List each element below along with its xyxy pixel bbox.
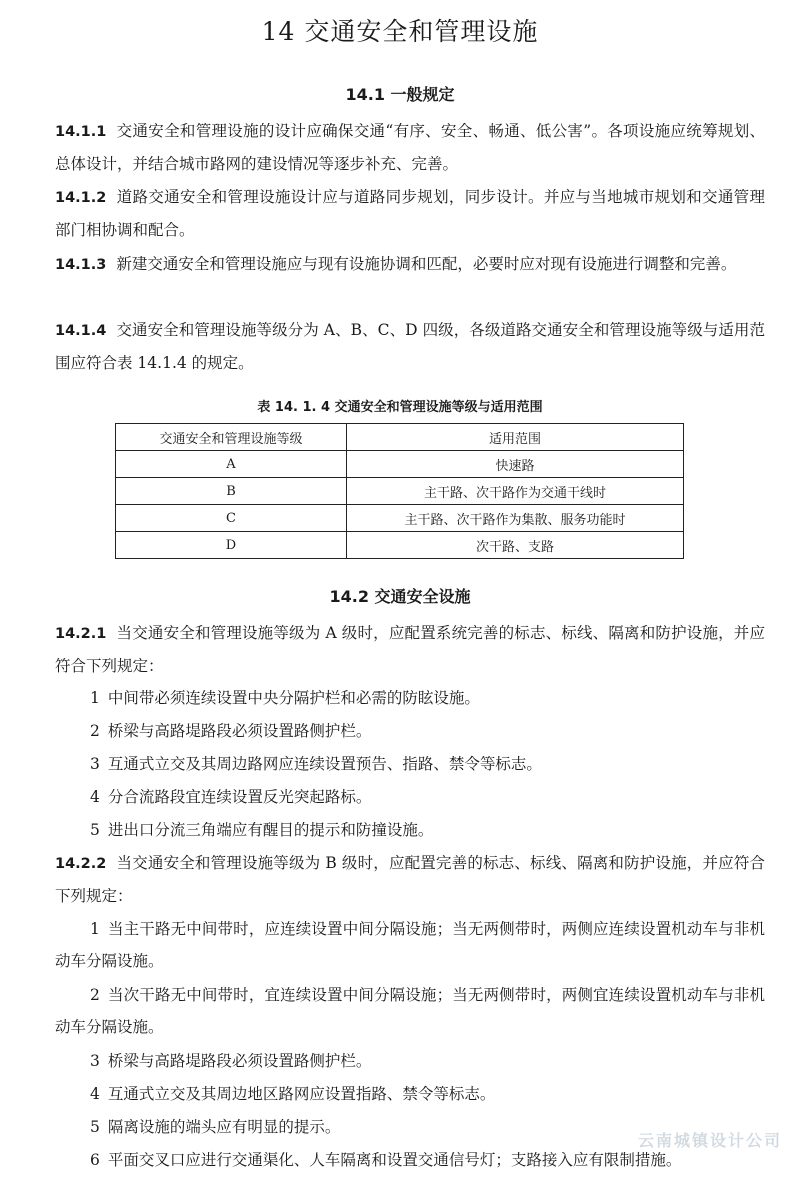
clause-text: 新建交通安全和管理设施应与现有设施协调和匹配，必要时应对现有设施进行调整和完善。 — [116, 255, 737, 273]
clause-14-1-4 — [55, 314, 765, 379]
list-item: 1 当主干路无中间带时，应连续设置中间分隔设施；当无两侧带时，两侧应连续设置机动车与非机动车分隔设施。 — [55, 920, 765, 970]
table-cell-grade: B — [116, 478, 347, 505]
list-item: 4 分合流路段宜连续设置反光突起路标。 — [90, 788, 372, 806]
clause-number: 14.1.2 — [55, 190, 107, 206]
table-cell-grade: C — [116, 505, 347, 532]
clause-number: 14.2.2 — [55, 856, 107, 872]
table-row — [116, 451, 684, 478]
clause-text: 道路交通安全和管理设施设计应与道路同步规划，同步设计。并应与当地城市规划和交通管理部门相协调和配合。 — [55, 188, 765, 239]
clause-number: 14.1.4 — [55, 323, 107, 339]
table-row — [116, 532, 684, 559]
table-header-cell: 适用范围 — [347, 424, 684, 451]
grade-scope-table — [115, 423, 684, 559]
list-item: 3 互通式立交及其周边路网应连续设置预告、指路、禁令等标志。 — [90, 755, 542, 773]
list-item: 4 互通式立交及其周边地区路网应设置指路、禁令等标志。 — [90, 1085, 496, 1103]
clause-text: 当交通安全和管理设施等级为 A 级时，应配置系统完善的标志、标线、隔离和防护设施，并应符合下列规定： — [55, 624, 765, 675]
table-cell-grade: A — [116, 451, 347, 478]
table-cell-scope: 主干路、次干路作为交通干线时 — [347, 478, 684, 505]
list-item: 2 当次干路无中间带时，宜连续设置中间分隔设施；当无两侧带时，两侧宜连续设置机动车与非机动车分隔设施。 — [55, 986, 765, 1036]
table-cell-scope: 主干路、次干路作为集散、服务功能时 — [347, 505, 684, 532]
section-heading-14-2: 14.2 交通安全设施 — [329, 587, 471, 606]
list-item: 6 平面交叉口应进行交通渠化、人车隔离和设置交通信号灯；支路接入应有限制措施。 — [90, 1151, 682, 1169]
table-header-row — [116, 424, 684, 451]
table-cell-scope: 快速路 — [347, 451, 684, 478]
list-item: 1 中间带必须连续设置中央分隔护栏和必需的防眩设施。 — [90, 689, 480, 707]
clause-14-1-3 — [55, 248, 765, 281]
table-row — [116, 478, 684, 505]
table-cell-scope: 次干路、支路 — [347, 532, 684, 559]
list-item: 5 隔离设施的端头应有明显的提示。 — [90, 1118, 341, 1136]
table-row — [116, 505, 684, 532]
list-item: 5 进出口分流三角端应有醒目的提示和防撞设施。 — [90, 821, 434, 839]
chapter-title: 14 交通安全和管理设施 — [261, 17, 539, 46]
clause-text: 交通安全和管理设施等级分为 A、B、C、D 四级，各级道路交通安全和管理设施等级与适用范围应符合表 14.1.4 的规定。 — [55, 321, 765, 372]
clause-14-2-2 — [55, 847, 765, 912]
clause-text: 交通安全和管理设施的设计应确保交通“有序、安全、畅通、低公害”。各项设施应统筹规划、总体设计，并结合城市路网的建设情况等逐步补充、完善。 — [55, 122, 765, 173]
clause-text: 当交通安全和管理设施等级为 B 级时，应配置完善的标志、标线、隔离和防护设施，并应符合下列规定： — [55, 854, 765, 905]
table-header-cell: 交通安全和管理设施等级 — [116, 424, 347, 451]
list-item: 3 桥梁与高路堤路段必须设置路侧护栏。 — [90, 1052, 372, 1070]
clause-14-1-1 — [55, 115, 765, 180]
clause-number: 14.1.3 — [55, 257, 107, 273]
clause-14-2-1 — [55, 617, 765, 682]
section-heading-14-1: 14.1 一般规定 — [345, 85, 455, 104]
clause-14-1-2 — [55, 181, 765, 246]
clause-number: 14.1.1 — [55, 124, 107, 140]
clause-number: 14.2.1 — [55, 626, 107, 642]
table-cell-grade: D — [116, 532, 347, 559]
list-item: 2 桥梁与高路堤路段必须设置路侧护栏。 — [90, 722, 372, 740]
watermark: 云南城镇设计公司 — [637, 1131, 782, 1150]
table-caption: 表 14. 1. 4 交通安全和管理设施等级与适用范围 — [257, 400, 543, 415]
